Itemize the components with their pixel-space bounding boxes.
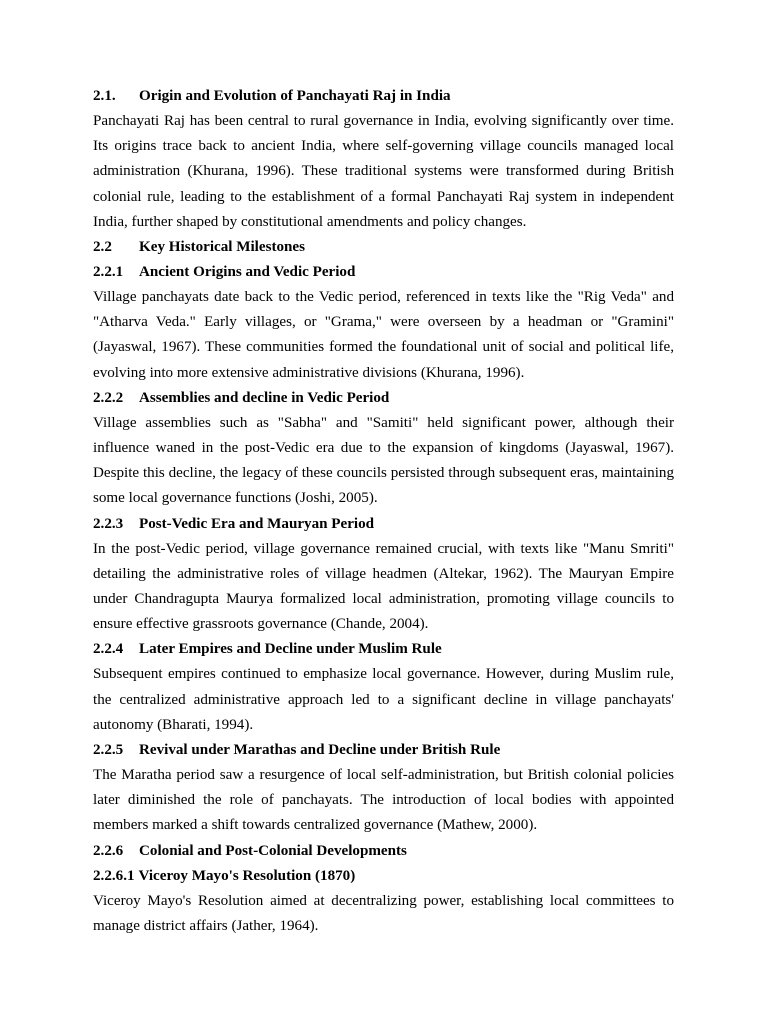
- section-heading-2-2-6-1: [93, 864, 674, 889]
- section-title: Revival under Marathas and Decline under British Rule: [139, 742, 501, 759]
- section-number: 2.2.2: [93, 389, 124, 406]
- section-heading-2-2-1: [93, 260, 674, 285]
- document-page: [93, 84, 674, 939]
- section-heading-2-2: [93, 235, 674, 260]
- section-number: 2.2.1: [93, 264, 124, 281]
- section-number: 2.2.6: [93, 842, 124, 859]
- paragraph-vedic-period: Village panchayats date back to the Vedic period, referenced in texts like the "Rig Veda" and "Atharva Veda." Early villages, or "Grama," were overseen by a headman or "Gramini" (Jayaswal, 1967). These communities formed the foundational unit of social and political life, evolving into more extensive administrative divisions (Khurana, 1996).: [93, 289, 674, 381]
- paragraph-muslim-rule: Subsequent empires continued to emphasize local governance. However, during Muslim rule, the centralized administrative approach led to a significant decline in village panchayats' autonomy (Bharati, 1994).: [93, 666, 674, 733]
- section-number: 2.2: [93, 239, 112, 256]
- paragraph-assemblies: Village assemblies such as "Sabha" and "Samiti" held significant power, although their influence waned in the post-Vedic era due to the expansion of kingdoms (Jayaswal, 1967). Despite this decline, the legacy of these councils persisted through subsequent eras, maintaining some local governance functions (Joshi, 2005).: [93, 414, 674, 507]
- section-number: 2.2.5: [93, 742, 124, 759]
- section-number: 2.2.6.1: [93, 867, 135, 884]
- section-number: 2.2.3: [93, 515, 124, 532]
- section-title: Post-Vedic Era and Mauryan Period: [139, 515, 375, 532]
- section-title: Origin and Evolution of Panchayati Raj in India: [139, 88, 451, 104]
- section-number: 2.2.4: [93, 641, 124, 658]
- section-title: Viceroy Mayo's Resolution (1870): [138, 867, 356, 884]
- paragraph-marathas-british: The Maratha period saw a resurgence of local self-administration, but British colonial policies later diminished the role of panchayats. The introduction of local bodies with appointed members marked a shift towards centralized governance (Mathew, 2000).: [93, 767, 674, 834]
- section-title: Ancient Origins and Vedic Period: [139, 264, 356, 281]
- section-heading-2-2-4: [93, 637, 674, 662]
- section-heading-2-1: [93, 84, 674, 109]
- section-heading-2-2-5: [93, 738, 674, 763]
- section-heading-2-2-3: [93, 512, 674, 537]
- section-title: Key Historical Milestones: [139, 239, 305, 256]
- section-title: Assemblies and decline in Vedic Period: [139, 389, 390, 406]
- section-title: Colonial and Post-Colonial Developments: [139, 842, 407, 859]
- section-title: Later Empires and Decline under Muslim Rule: [139, 641, 442, 658]
- section-number: 2.1.: [93, 88, 116, 104]
- paragraph-origin-evolution: Panchayati Raj has been central to rural governance in India, evolving significantly over time. Its origins trace back to ancient India, where self-governing village councils managed local administration (Khurana, 1996). These traditional systems were transformed during British colonial rule, leading to the establishment of a formal Panchayati Raj system in independent India, further shaped by constitutional amendments and policy changes.: [93, 113, 674, 230]
- paragraph-viceroy-mayo: Viceroy Mayo's Resolution aimed at decentralizing power, establishing local committees to manage district affairs (Jather, 1964).: [93, 892, 674, 934]
- paragraph-mauryan-period: In the post-Vedic period, village governance remained crucial, with texts like "Manu Smriti" detailing the administrative roles of village headmen (Altekar, 1962). The Mauryan Empire under Chandragupta Maurya formalized local administration, promoting village councils to ensure effective grassroots governance (Chande, 2004).: [93, 540, 674, 633]
- section-heading-2-2-2: [93, 386, 674, 411]
- section-heading-2-2-6: [93, 839, 674, 864]
